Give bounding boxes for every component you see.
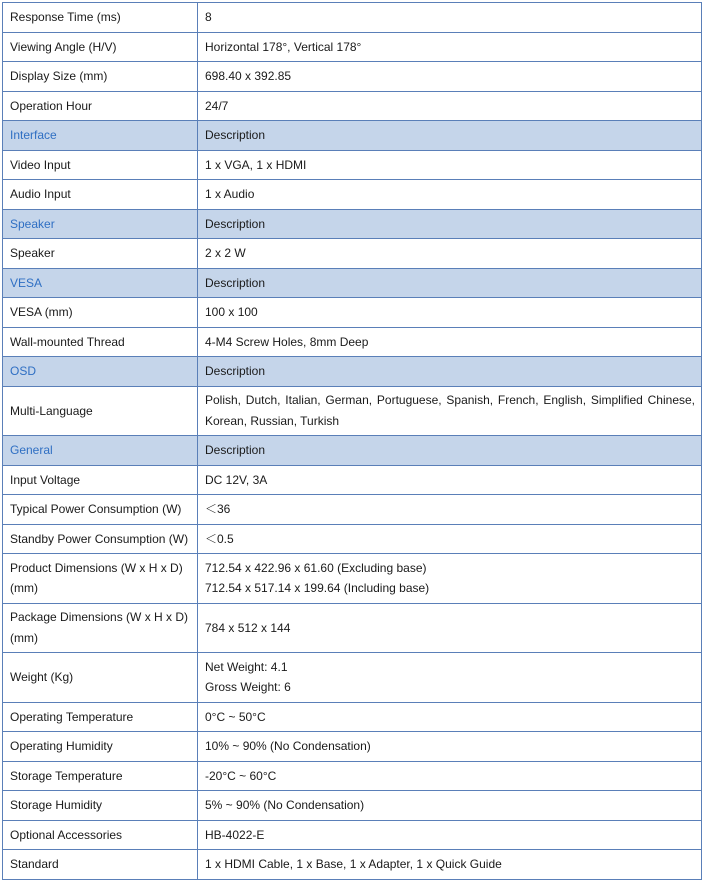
- spec-label: [3, 850, 198, 880]
- value-line: 2 x 2 W: [205, 246, 246, 260]
- table-row: [3, 653, 702, 703]
- label-line: (mm): [10, 581, 38, 596]
- spec-label: [3, 62, 198, 92]
- spec-value: [198, 327, 702, 357]
- value-line: 712.54 x 422.96 x 61.60 (Excluding base): [205, 560, 427, 575]
- label-line: VESA (mm): [10, 305, 73, 319]
- value-line: 4-M4 Screw Holes, 8mm Deep: [205, 334, 369, 349]
- label-line: Interface: [10, 128, 57, 142]
- label-line: Package Dimensions (W x H x D): [10, 610, 189, 625]
- spec-label: [3, 239, 198, 269]
- label-line: Multi-Language: [10, 403, 93, 418]
- label-line: (mm): [10, 630, 38, 645]
- section-title: [3, 268, 198, 298]
- value-line: 8: [205, 10, 212, 24]
- spec-value: [198, 850, 702, 880]
- label-line: General: [10, 443, 53, 457]
- value-line: Description: [205, 275, 266, 290]
- spec-label: [3, 386, 198, 436]
- table-row: [3, 91, 702, 121]
- value-line: Polish, Dutch, Italian, German, Portuguese, Spanish, French, English, Simplified Chinese, Korean, Russian, Turkish: [205, 393, 695, 428]
- label-line: Viewing Angle (H/V): [10, 39, 117, 54]
- spec-table: [2, 2, 702, 880]
- spec-value: [198, 298, 702, 328]
- spec-label: [3, 3, 198, 33]
- label-line: Standby Power Consumption (W): [10, 531, 189, 546]
- table-row: [3, 791, 702, 821]
- spec-value: [198, 702, 702, 732]
- table-row: [3, 761, 702, 791]
- section-header-row: [3, 121, 702, 151]
- value-line: ＜0.5: [205, 531, 234, 546]
- spec-value: [198, 820, 702, 850]
- value-line: 784 x 512 x 144: [205, 620, 291, 635]
- spec-value: [198, 62, 702, 92]
- value-line: DC 12V, 3A: [205, 472, 268, 487]
- table-row: [3, 732, 702, 762]
- label-line: Speaker: [10, 246, 55, 260]
- value-line: Description: [205, 443, 266, 457]
- value-line: Net Weight: 4.1: [205, 659, 288, 674]
- label-line: Display Size (mm): [10, 69, 108, 83]
- value-line: Horizontal 178°, Vertical 178°: [205, 39, 362, 54]
- section-title: [3, 436, 198, 466]
- spec-label: [3, 653, 198, 703]
- label-line: Operating Temperature: [10, 709, 134, 724]
- spec-value: [198, 554, 702, 604]
- label-line: Operation Hour: [10, 98, 93, 113]
- label-line: Audio Input: [10, 187, 71, 201]
- label-line: Video Input: [10, 157, 71, 172]
- table-row: [3, 180, 702, 210]
- spec-value: [198, 761, 702, 791]
- table-row: [3, 465, 702, 495]
- table-row: [3, 298, 702, 328]
- value-line: 100 x 100: [205, 305, 258, 319]
- spec-value: [198, 465, 702, 495]
- spec-label: [3, 495, 198, 525]
- spec-label: [3, 554, 198, 604]
- spec-label: [3, 603, 198, 653]
- section-description-header: [198, 436, 702, 466]
- spec-label: [3, 32, 198, 62]
- spec-label: [3, 298, 198, 328]
- spec-value: [198, 495, 702, 525]
- value-line: Gross Weight: 6: [205, 680, 291, 695]
- spec-label: [3, 327, 198, 357]
- label-line: Response Time (ms): [10, 10, 121, 24]
- section-header-row: [3, 436, 702, 466]
- table-row: [3, 702, 702, 732]
- label-line: OSD: [10, 364, 37, 378]
- section-description-header: [198, 268, 702, 298]
- value-line: Description: [205, 216, 266, 231]
- table-row: [3, 554, 702, 604]
- value-line: 10% ~ 90% (No Condensation): [205, 739, 371, 753]
- label-line: Operating Humidity: [10, 739, 113, 753]
- spec-value: [198, 180, 702, 210]
- value-line: HB-4022-E: [205, 827, 265, 842]
- spec-value: [198, 524, 702, 554]
- spec-label: [3, 150, 198, 180]
- spec-value: [198, 32, 702, 62]
- value-line: Description: [205, 364, 266, 378]
- value-line: 1 x Audio: [205, 187, 255, 201]
- section-title: [3, 209, 198, 239]
- section-description-header: [198, 357, 702, 387]
- label-line: Standard: [10, 857, 59, 871]
- spec-label: [3, 761, 198, 791]
- spec-label: [3, 732, 198, 762]
- value-line: 1 x HDMI Cable, 1 x Base, 1 x Adapter, 1 x Quick Guide: [205, 857, 502, 871]
- value-line: 5% ~ 90% (No Condensation): [205, 798, 365, 812]
- spec-value: [198, 653, 702, 703]
- table-row: [3, 327, 702, 357]
- value-line: Description: [205, 128, 266, 142]
- label-line: Speaker: [10, 216, 55, 231]
- spec-label: [3, 820, 198, 850]
- table-row: [3, 495, 702, 525]
- table-row: [3, 820, 702, 850]
- table-row: [3, 3, 702, 33]
- spec-value: [198, 386, 702, 436]
- label-line: Typical Power Consumption (W): [10, 502, 182, 516]
- label-line: VESA: [10, 275, 43, 290]
- section-header-row: [3, 268, 702, 298]
- section-header-row: [3, 357, 702, 387]
- label-line: Weight (Kg): [10, 670, 74, 684]
- table-row: [3, 603, 702, 653]
- spec-value: [198, 791, 702, 821]
- value-line: 1 x VGA, 1 x HDMI: [205, 157, 307, 172]
- spec-table-body: [3, 3, 702, 880]
- table-row: [3, 62, 702, 92]
- spec-value: [198, 603, 702, 653]
- spec-label: [3, 524, 198, 554]
- label-line: Storage Temperature: [10, 768, 123, 783]
- spec-value: [198, 239, 702, 269]
- spec-value: [198, 732, 702, 762]
- value-line: ＜36: [205, 502, 231, 516]
- spec-label: [3, 180, 198, 210]
- spec-label: [3, 791, 198, 821]
- table-row: [3, 386, 702, 436]
- label-line: Product Dimensions (W x H x D): [10, 560, 183, 575]
- spec-label: [3, 91, 198, 121]
- section-description-header: [198, 209, 702, 239]
- spec-value: [198, 3, 702, 33]
- table-row: [3, 850, 702, 880]
- value-line: -20°C ~ 60°C: [205, 768, 277, 783]
- value-line: 24/7: [205, 98, 229, 113]
- value-line: 712.54 x 517.14 x 199.64 (Including base): [205, 581, 430, 596]
- section-title: [3, 357, 198, 387]
- spec-value: [198, 150, 702, 180]
- table-row: [3, 150, 702, 180]
- section-description-header: [198, 121, 702, 151]
- value-line: 698.40 x 392.85: [205, 69, 292, 83]
- label-line: Optional Accessories: [10, 827, 123, 842]
- label-line: Wall-mounted Thread: [10, 334, 125, 349]
- section-title: [3, 121, 198, 151]
- table-row: [3, 239, 702, 269]
- spec-label: [3, 702, 198, 732]
- spec-label: [3, 465, 198, 495]
- table-row: [3, 524, 702, 554]
- spec-value: [198, 91, 702, 121]
- label-line: Storage Humidity: [10, 798, 103, 812]
- table-row: [3, 32, 702, 62]
- value-line: 0°C ~ 50°C: [205, 709, 266, 724]
- section-header-row: [3, 209, 702, 239]
- label-line: Input Voltage: [10, 472, 81, 487]
